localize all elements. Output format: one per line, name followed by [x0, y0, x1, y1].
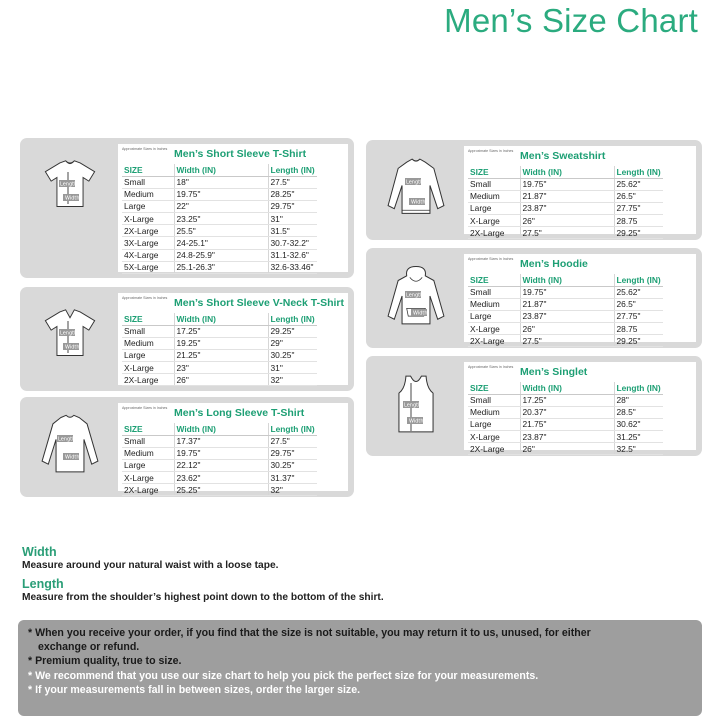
table-row: Medium 21.87" 26.5": [468, 190, 663, 202]
col-length: Length (IN): [614, 382, 663, 394]
note-quality: * Premium quality, true to size.: [28, 655, 182, 668]
size-table: [468, 166, 663, 239]
garment-name: Men’s Hoodie: [520, 258, 588, 270]
garment-name: Men’s Short Sleeve T-Shirt: [174, 148, 307, 160]
table-row: Medium 19.75" 28.25": [122, 188, 317, 200]
long-sleeve-shirt-icon: [30, 409, 110, 479]
note-returns: * When you receive your order, if you find that the size is not suitable, you may return it to us, unused, for either: [28, 627, 591, 639]
length-label: Length: [60, 181, 78, 188]
sheet-singlet: [464, 362, 696, 454]
col-width: Width (IN): [520, 166, 614, 178]
length-label: Length: [58, 436, 76, 443]
table-row: 2X-Large 26" 32": [122, 374, 317, 386]
approx-note: Approximate Sizes in Inches: [468, 257, 514, 261]
table-row: X-Large 23.62" 31.37": [122, 472, 317, 484]
width-label: Width: [65, 195, 80, 202]
table-row: Small 19.75" 25.62": [468, 178, 663, 190]
table-row: 4X-Large 24.8-25.9" 31.1-32.6": [122, 249, 317, 261]
page-title: Men’s Size Chart: [444, 2, 698, 39]
length-label: Length: [404, 402, 422, 409]
col-width: Width (IN): [174, 313, 268, 325]
note-returns-cont: exchange or refund.: [38, 641, 140, 654]
singlet-icon: [376, 368, 456, 440]
table-row: Large 22" 29.75": [122, 200, 317, 212]
card-vneck: [20, 287, 354, 391]
note-recommend: * We recommend that you use our size chart to help you pick the perfect size for your measurements.: [28, 669, 539, 682]
sheet-vneck: [118, 293, 348, 385]
col-length: Length (IN): [268, 313, 317, 325]
card-hoodie: [366, 248, 702, 348]
card-short-sleeve: [20, 138, 354, 278]
col-length: Length (IN): [268, 423, 317, 435]
length-label: Length: [406, 292, 424, 299]
table-row: 2X-Large 27.5" 29.25": [468, 335, 663, 347]
table-row: Large 23.87" 27.75": [468, 310, 663, 322]
col-width: Width (IN): [174, 164, 268, 176]
table-row: 5X-Large 25.1-26.3" 32.6-33.46": [122, 261, 317, 273]
col-width: Width (IN): [520, 382, 614, 394]
length-heading: Length: [22, 577, 64, 591]
table-row: Medium 19.25" 29": [122, 337, 317, 349]
table-row: 2X-Large 27.5" 29.25": [468, 227, 663, 239]
table-row: Large 23.87" 27.75": [468, 202, 663, 214]
col-length: Length (IN): [614, 166, 663, 178]
col-width: Width (IN): [520, 274, 614, 286]
sheet-sweatshirt: [464, 146, 696, 238]
tshirt-icon: [30, 154, 110, 214]
card-long-sleeve: [20, 397, 354, 497]
approx-note: Approximate Sizes in Inches: [468, 149, 514, 153]
width-label: Width: [411, 199, 426, 206]
notes-box: [18, 620, 702, 716]
table-row: Small 17.37" 27.5": [122, 435, 317, 447]
table-row: X-Large 26" 28.75: [468, 215, 663, 227]
garment-name: Men’s Singlet: [520, 366, 588, 378]
width-label: Width: [65, 454, 80, 461]
table-row: X-Large 26" 28.75: [468, 323, 663, 335]
width-label: Width: [65, 344, 80, 351]
col-size: SIZE: [122, 313, 174, 325]
table-row: 2X-Large 25.25" 32": [122, 484, 317, 496]
col-size: SIZE: [122, 164, 174, 176]
note-between-sizes: * If your measurements fall in between sizes, order the larger size.: [28, 683, 361, 696]
card-sweatshirt: [366, 140, 702, 240]
vneck-tshirt-icon: [30, 305, 110, 361]
table-row: Large 22.12" 30.25": [122, 459, 317, 471]
table-row: Small 17.25" 28": [468, 394, 663, 406]
table-row: X-Large 23.25" 31": [122, 213, 317, 225]
width-description: Measure around your natural waist with a loose tape.: [22, 560, 279, 571]
garment-name: Men’s Long Sleeve T-Shirt: [174, 407, 305, 419]
size-table: [468, 274, 663, 347]
table-row: X-Large 23" 31": [122, 362, 317, 374]
hoodie-icon: [376, 260, 456, 332]
size-table: [122, 423, 317, 496]
table-row: Large 21.75" 30.62": [468, 418, 663, 430]
size-table: [122, 164, 317, 274]
length-description: Measure from the shoulder’s highest point down to the bottom of the shirt.: [22, 592, 384, 603]
width-heading: Width: [22, 545, 57, 559]
sheet-short-sleeve: [118, 144, 348, 272]
size-table: [468, 382, 663, 455]
card-singlet: [366, 356, 702, 456]
width-label: Width: [409, 418, 424, 425]
approx-note: Approximate Sizes in Inches: [122, 296, 168, 300]
table-row: Medium 21.87" 26.5": [468, 298, 663, 310]
sheet-long-sleeve: [118, 403, 348, 495]
table-row: Large 21.25" 30.25": [122, 349, 317, 361]
approx-note: Approximate Sizes in Inches: [122, 406, 168, 410]
table-row: 2X-Large 26" 32.5": [468, 443, 663, 455]
table-row: Medium 19.75" 29.75": [122, 447, 317, 459]
col-length: Length (IN): [268, 164, 317, 176]
table-row: Medium 20.37" 28.5": [468, 406, 663, 418]
sheet-hoodie: [464, 254, 696, 346]
sweatshirt-icon: [376, 152, 456, 222]
col-size: SIZE: [468, 166, 520, 178]
table-row: 2X-Large 25.5" 31.5": [122, 225, 317, 237]
col-size: SIZE: [122, 423, 174, 435]
col-size: SIZE: [468, 382, 520, 394]
col-length: Length (IN): [614, 274, 663, 286]
table-row: Small 18" 27.5": [122, 176, 317, 188]
size-table: [122, 313, 317, 386]
table-row: X-Large 23.87" 31.25": [468, 431, 663, 443]
table-row: 3X-Large 24-25.1" 30.7-32.2": [122, 237, 317, 249]
length-label: Length: [406, 179, 424, 186]
garment-name: Men’s Short Sleeve V-Neck T-Shirt: [174, 297, 344, 309]
table-row: Small 17.25" 29.25": [122, 325, 317, 337]
approx-note: Approximate Sizes in Inches: [468, 365, 514, 369]
col-size: SIZE: [468, 274, 520, 286]
garment-name: Men’s Sweatshirt: [520, 150, 606, 162]
width-label: Width: [413, 310, 428, 317]
approx-note: Approximate Sizes in Inches: [122, 147, 168, 151]
col-width: Width (IN): [174, 423, 268, 435]
length-label: Length: [60, 330, 78, 337]
table-row: Small 19.75" 25.62": [468, 286, 663, 298]
